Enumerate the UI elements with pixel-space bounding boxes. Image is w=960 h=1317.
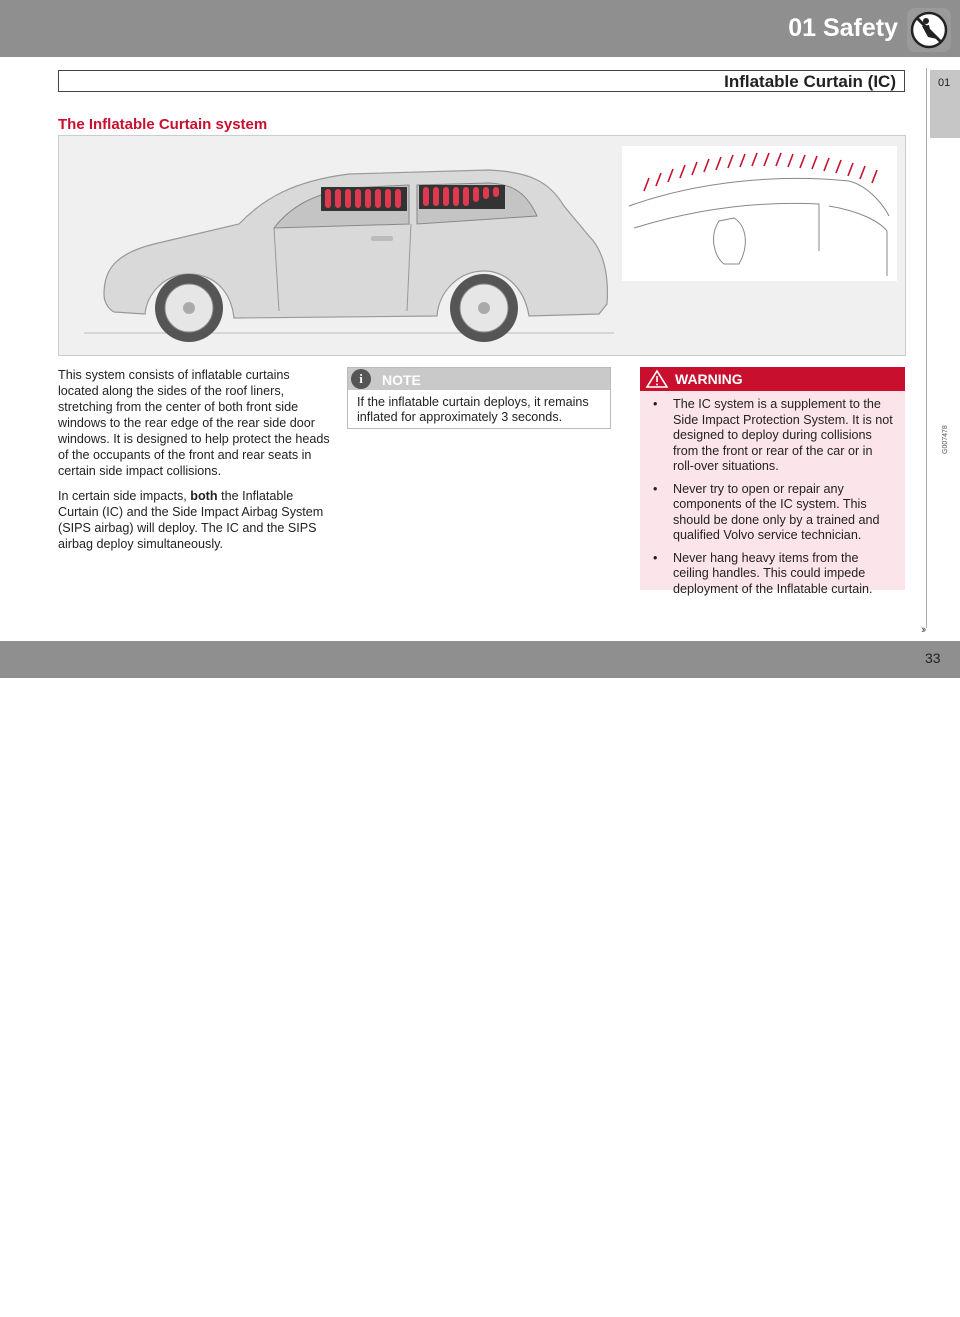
paragraph-1: This system consists of inflatable curtains located along the sides of the roof liners, stretching from the center of both front side windows to the rear edge of the rear side door windows. It is designed to help protect the heads of the occupants of the front and rear seats in certain side impact collisions. bbox=[58, 368, 330, 478]
warning-list bbox=[640, 391, 905, 597]
watermark: carmanualsonline.info bbox=[545, 1286, 798, 1316]
warning-item: • Never hang heavy items from the ceiling handles. This could impede deployment of the Inflatable curtain. bbox=[673, 551, 895, 598]
paragraph-2-bold: both bbox=[190, 489, 218, 503]
seatbelt-prohibition-icon bbox=[907, 8, 951, 52]
rear-wheel bbox=[450, 274, 518, 342]
paragraph-2-start: In certain side impacts, bbox=[58, 489, 191, 503]
note-header bbox=[348, 368, 610, 390]
page-number: 33 bbox=[925, 650, 941, 666]
front-wheel bbox=[155, 274, 223, 342]
warning-box bbox=[640, 367, 905, 596]
figure-code: G007478 bbox=[942, 425, 949, 454]
note-box bbox=[347, 367, 611, 429]
warning-header bbox=[640, 367, 905, 391]
figure-drawing bbox=[59, 136, 907, 357]
section-title: Inflatable Curtain (IC) bbox=[724, 72, 896, 91]
chapter-tab-label: 01 bbox=[938, 77, 951, 89]
side-divider bbox=[926, 68, 927, 628]
chapter-title: 01 Safety bbox=[788, 14, 898, 42]
next-page-arrows[interactable]: ›› bbox=[921, 624, 925, 636]
warning-item: • The IC system is a supplement to the Side Impact Protection System. It is not designed to deploy during collisions from the front or rear of the car or in roll-over situations. bbox=[673, 397, 895, 475]
footer-bar bbox=[0, 641, 960, 1316]
chapter-tab[interactable] bbox=[930, 70, 960, 138]
note-text: If the inflatable curtain deploys, it remains inflated for approximately 3 seconds. bbox=[357, 395, 589, 424]
warning-item: • Never try to open or repair any components of the IC system. This should be done only by a trained and qualified Volvo service technician. bbox=[673, 482, 895, 544]
paragraph-2 bbox=[58, 488, 330, 552]
section-heading: The Inflatable Curtain system bbox=[58, 116, 268, 133]
warning-label: WARNING bbox=[675, 371, 743, 387]
header-bar bbox=[0, 0, 960, 57]
paragraph-2-end: the Inflatable Curtain (IC) and the Side Impact Airbag System (SIPS airbag) will deploy. The IC and the SIPS airbag deploy simultaneously. bbox=[58, 489, 324, 551]
section-header bbox=[58, 70, 905, 92]
info-icon: i bbox=[351, 369, 371, 389]
note-label: NOTE bbox=[382, 372, 421, 388]
body-text bbox=[58, 367, 330, 561]
warning-triangle-icon bbox=[646, 370, 668, 388]
